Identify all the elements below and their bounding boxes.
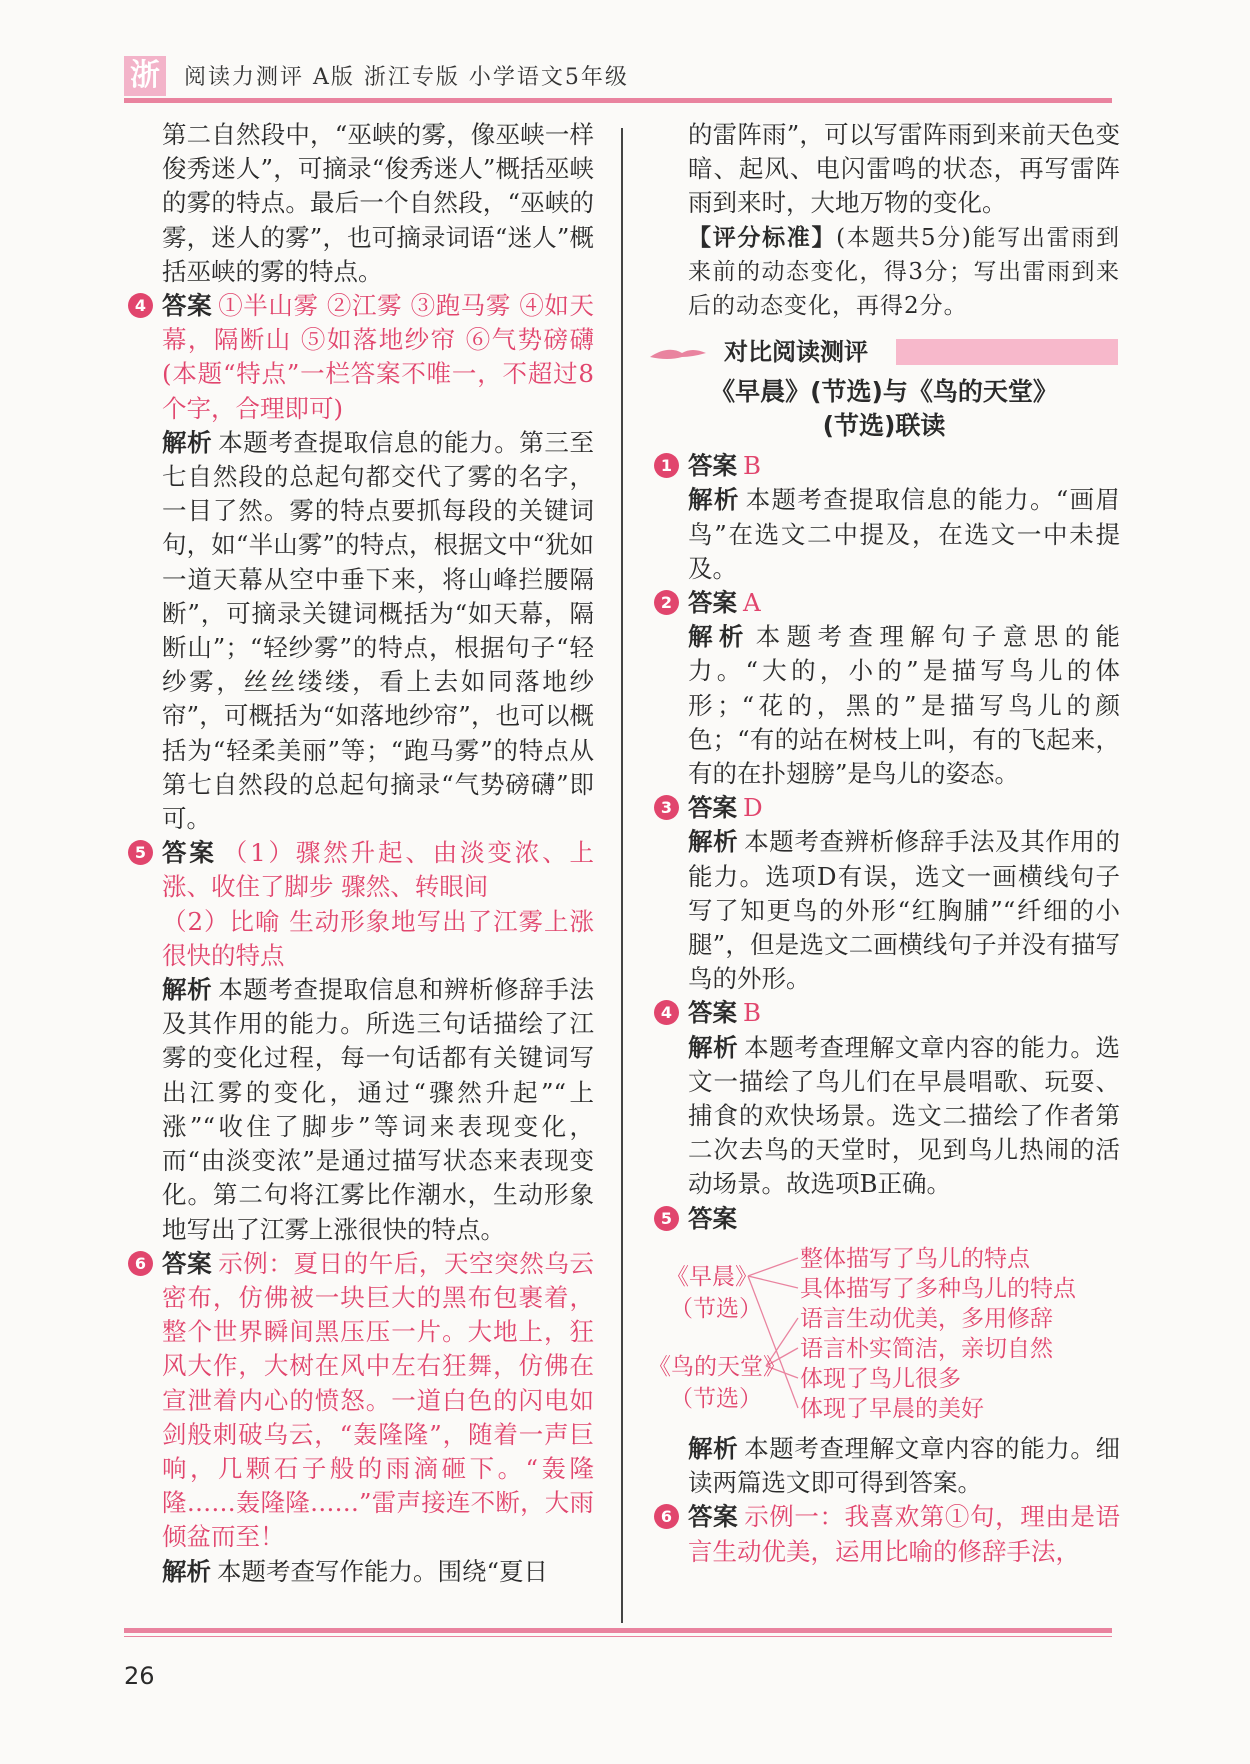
answer-text: 示例一：我喜欢第①句，理由是语言生动优美，运用比喻的修辞手法， [688, 1502, 1120, 1566]
right-question-5 [648, 1202, 1120, 1501]
book-title: 阅读力测评 A版 浙江专版 小学语文5年级 [184, 65, 629, 90]
analysis-text: 本题考查理解句子意思的能力。“大的，小的”是描写鸟儿的体形；“花的，黑的”是描写鸟儿的颜色；“有的站在树枝上叫，有的飞起来，有的在扑翅膀”是鸟儿的姿态。 [688, 622, 1121, 789]
diagram-right-item: 语言生动优美，多用修辞 [800, 1305, 1053, 1332]
analysis-label: 解析 [688, 827, 739, 857]
province-badge: 浙 [124, 56, 166, 96]
question-number: 6 [128, 1251, 153, 1276]
page-number: 26 [124, 1662, 155, 1690]
analysis-text: 本题考查提取信息和辨析修辞手法及其作用的能力。所选三句话描绘了江雾的变化过程，每一句话都有关键词写出江雾的变化，通过“骤然升起”“上涨”“收住了脚步”等词来表现变化，而“由淡变浓”是通过描写状态来表现变化。第二句将江雾比作潮水，生动形象地写出了江雾上涨很快的特点。 [162, 975, 594, 1244]
right-question-4 [660, 996, 1120, 1201]
question-number: 2 [654, 590, 679, 615]
analysis-label: 解析 [688, 1032, 739, 1062]
analysis-text: 本题考查写作能力。围绕“夏日 [217, 1556, 549, 1586]
right-question-2 [660, 586, 1121, 791]
analysis-text: 本题考查理解文章内容的能力。选文一描绘了鸟儿们在早晨唱歌、玩耍、捕食的欢快场景。选文二描绘了作者第二次去鸟的天堂时，见到鸟儿热闹的活动场景。故选项B正确。 [688, 1032, 1120, 1199]
answer-text: ①半山雾 ②江雾 ③跑马雾 ④如天幕，隔断山 ⑤如落地纱帘 ⑥气势磅礴(本题“特点”一栏答案不唯一，不超过8个字，合理即可) [162, 291, 594, 423]
criteria-label: 【评分标准】 [688, 223, 837, 251]
criteria-text: (本题共5分)能写出雷雨到来前的动态变化，得3分；写出雷雨到来后的动态变化，再得2分。 [688, 224, 1120, 320]
diagram-right-item: 体现了早晨的美好 [800, 1395, 984, 1422]
analysis-text: 本题考查辨析修辞手法及其作用的能力。选项D有误，选文一画横线句子写了知更鸟的外形“红胸脯”“纤细的小腿”，但是选文二画横线句子并没有描写鸟的外形。 [688, 827, 1120, 994]
diagram-right-item: 语言朴实简洁，亲切自然 [800, 1335, 1053, 1362]
analysis-label: 解析 [162, 975, 213, 1005]
answer-label: 答案 [162, 838, 217, 868]
question-number: 6 [654, 1504, 679, 1529]
analysis-text: 本题考查提取信息的能力。“画眉鸟”在选文二中提及，在选文一中未提及。 [688, 485, 1120, 583]
left-question-5 [134, 836, 595, 1246]
diagram-left-sub-b: （节选） [670, 1385, 762, 1412]
intro-paragraph: 第二自然段中，“巫峡的雾，像巫峡一样俊秀迷人”，可摘录“俊秀迷人”概括巫峡的雾的特点。最后一个自然段，“巫峡的雾，迷人的雾”，也可摘录词语“迷人”概括巫峡的雾的特点。 [162, 120, 594, 286]
section-title: 对比阅读测评 [724, 338, 868, 367]
column-divider [621, 128, 623, 1623]
analysis-label: 解析 [162, 427, 213, 457]
footer-rule [124, 1628, 1112, 1633]
question-number: 5 [654, 1206, 679, 1231]
answer-text: B [743, 451, 762, 481]
analysis-label: 解析 [688, 622, 750, 652]
question-number: 4 [128, 293, 153, 318]
diagram-left-title-b: 《鸟的天堂》 [648, 1353, 786, 1380]
left-question-4 [134, 289, 594, 836]
answer-text: B [743, 998, 762, 1028]
answer-label: 答案 [162, 1248, 213, 1278]
left-column [134, 118, 595, 1589]
right-question-3 [660, 791, 1120, 996]
answer-label: 答案 [688, 588, 737, 618]
answer-text-2: （2）比喻 生动形象地写出了江雾上涨很快的特点 [162, 906, 594, 970]
right-question-1 [660, 449, 1120, 586]
answer-label: 答案 [688, 1203, 737, 1233]
page-header [124, 56, 1112, 98]
diagram-right-item: 具体描写了多种鸟儿的特点 [800, 1275, 1076, 1302]
diagram-right-item: 整体描写了鸟儿的特点 [800, 1245, 1030, 1272]
diagram-left-sub-a: （节选） [670, 1295, 762, 1322]
answer-text: （1）骤然升起、由淡变浓、上涨、收住了脚步 骤然、转眼间 [162, 838, 595, 902]
answer-label: 答案 [162, 291, 213, 321]
section-heading [688, 335, 1120, 369]
answer-text: A [743, 588, 761, 618]
analysis-label: 解析 [162, 1556, 211, 1586]
analysis-text: 本题考查提取信息的能力。第三至七自然段的总起句都交代了雾的名字，一目了然。雾的特点要抓每段的关键词句，如“半山雾”的特点，根据文中“犹如一道天幕从空中垂下来，将山峰拦腰隔断”，可摘录关键词概括为“如天幕，隔断山”；“轻纱雾”的特点，根据句子“轻纱雾，丝丝缕缕，看上去如同落地纱帘”，可概括为“如落地纱帘”，也可以概括为“轻柔美丽”等；“跑马雾”的特点从第七自然段的总起句摘录“气势磅礴”即可。 [162, 427, 594, 834]
question-number: 3 [654, 795, 679, 820]
analysis-label: 解析 [688, 1433, 739, 1463]
bird-icon [648, 343, 708, 363]
answer-label: 答案 [688, 1502, 739, 1532]
right-question-6 [660, 1500, 1120, 1568]
answer-text: 示例：夏日的午后，天空突然乌云密布，仿佛被一块巨大的黑布包裹着，整个世界瞬间黑压压一片。大地上，狂风大作，大树在风中左右狂舞，仿佛在宣泄着内心的愤怒。一道白色的闪电如剑般刺破乌云，“轰隆隆”，随着一声巨响，几颗石子般的雨滴砸下。“轰隆隆……轰隆隆……”雷声接连不断，大雨倾盆而至！ [162, 1248, 594, 1552]
answer-text: D [743, 793, 763, 823]
matching-diagram [648, 1240, 1120, 1432]
right-column [648, 118, 1121, 1569]
reading-title-line-1: 《早晨》(节选)与《鸟的天堂》 [710, 377, 1058, 407]
reading-title-line-2: (节选)联读 [822, 411, 946, 441]
diagram-left-title-a: 《早晨》 [666, 1263, 758, 1290]
analysis-text: 本题考查理解文章内容的能力。细读两篇选文即可得到答案。 [688, 1433, 1120, 1498]
footer-thin-rule [124, 1636, 1112, 1637]
question-number: 1 [654, 453, 679, 478]
reading-title [648, 375, 1120, 443]
answer-label: 答案 [688, 793, 737, 823]
answer-label: 答案 [688, 451, 737, 481]
section-bar [896, 339, 1118, 365]
continued-analysis: 的雷阵雨”，可以写雷阵雨到来前天色变暗、起风、电闪雷鸣的状态，再写雷阵雨到来时，大地万物的变化。 [688, 120, 1120, 218]
question-number: 5 [128, 840, 153, 865]
left-question-6 [134, 1247, 594, 1589]
header-rule [124, 98, 1112, 103]
diagram-right-item: 体现了鸟儿很多 [800, 1365, 961, 1392]
analysis-label: 解析 [688, 485, 740, 515]
question-number: 4 [654, 1000, 679, 1025]
answer-label: 答案 [688, 998, 737, 1028]
